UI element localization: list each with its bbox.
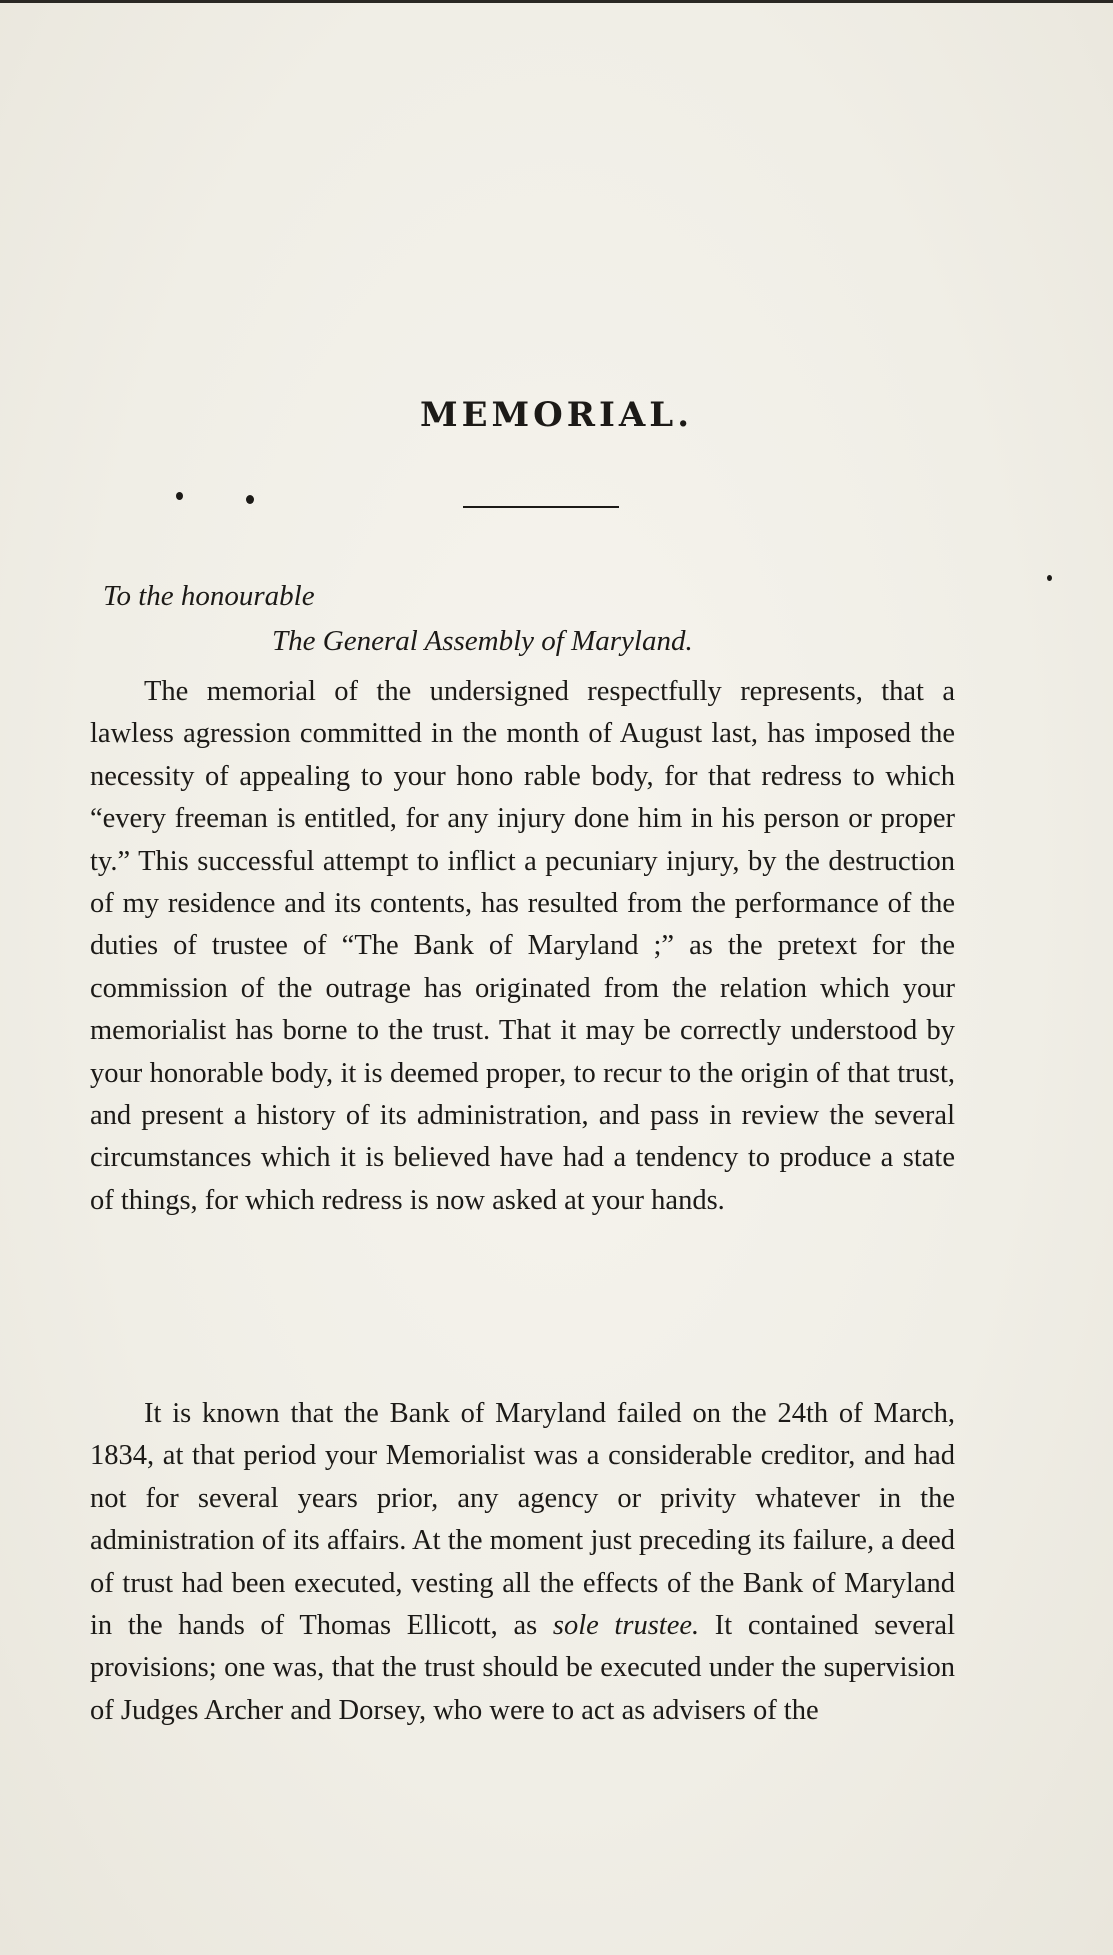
paragraph-2 <box>90 1393 955 1732</box>
ink-speck <box>176 492 183 500</box>
title-rule <box>463 506 619 508</box>
paragraph-1: The memorial of the undersigned respectfully represents, that a lawless agression committed in the month of August last, has imposed the necessity of appealing to your hono rable body, for that redress to which “every freeman is entitled, for any injury done him in his person or proper ty.” This successful attempt to inflict a pecuniary injury, by the destruction of my residence and its contents, has resulted from the performance of the duties of trustee of “The Bank of Maryland ;” as the pretext for the commission of the outrage has originated from the relation which your memorialist has borne to the trust. That it may be correctly understood by your honorable body, it is deemed proper, to recur to the origin of that trust, and present a history of its administration, and pass in review the several circumstances which it is believed have had a tendency to produce a state of things, for which redress is now asked at your hands. <box>90 676 955 1216</box>
page-top-edge <box>0 0 1113 3</box>
ink-speck <box>1047 575 1052 581</box>
address-line-2: The General Assembly of Maryland. <box>272 625 693 657</box>
ink-speck <box>246 495 254 504</box>
paragraph-2-italic: sole trustee. <box>552 1610 700 1642</box>
document-title: MEMORIAL. <box>419 395 694 435</box>
address-line-1: To the honourable <box>103 580 315 612</box>
paragraph-2-text-b: It contained several provisions; one was, that the trust should be executed under the supervision of Judges Archer and Dorsey, who were to act as advisers of the <box>90 1610 955 1726</box>
paragraph-2-text-a: It is known that the Bank of Maryland failed on the 24th of March, 1834, at that period your Memorialist was a considerable creditor, and had not for several years prior, any agency or privity whatever in the administration of its affairs. At the moment just preceding its failure, a deed of trust had been executed, vesting all the effects of the Bank of Maryland in the hands of Thomas Ellicott, as <box>90 1398 955 1642</box>
